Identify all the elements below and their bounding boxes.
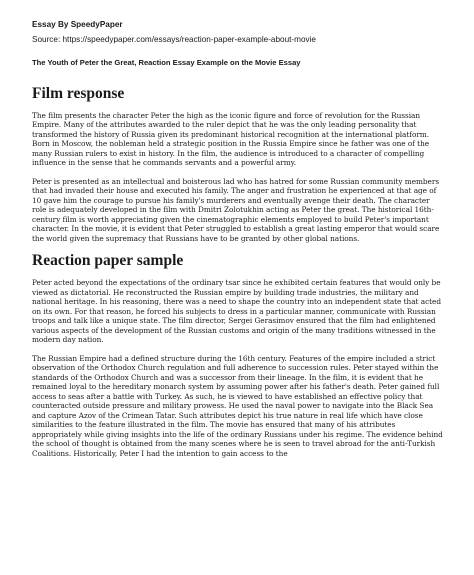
paragraph: The Russian Empire had a defined structure during the 16th century. Features of the empire included a strict observation of the Orthodox Church regulation and full adherence to succession rules. Peter stayed within the standards of the Orthodox Church and was a successor from their lineage. In the film, it is evident that he remained loyal to the hereditary monarch system by assuming power after his father's death. Peter gained full access to seas after a battle with Turkey. As such, he is viewed to have established an effective policy that counteracted outside pressure and military prowess. He used the naval power to navigate into the Black Sea and capture Azov of the Crimean Tatar. Such attributes depict his true nature in real life which have close similarities to the feature illustrated in the film. The movie has ensured that many of his attributes appropriately while giving insights into the life of the ordinary Russians under his regime. The evidence behind the school of thought is obtained from the many scenes where he is seen to travel abroad for the anti-Turkish Coalitions. Historically, Peter I had the intention to gain access to the — [32, 353, 443, 458]
section-heading: Film response — [32, 84, 125, 102]
paragraph: Peter is presented as an intellectual and boisterous lad who has hatred for some Russian community members that had invaded their house and executed his family. The anger and frustration he experienced at that age of 10 gave him the courage to pursue his family's murderers and eventually avenge their death. The character role is adequately developed in the film with Dmitri Zolotukhin acting as Peter the great. The historical 16th-century film is worth appreciating given the cinematographic elements employed to build Peter's important character. In the movie, it is evident that Peter struggled to establish a great lasting emperor that would scare the world given the supremacy that Russians have to be granted by other global nations. — [32, 176, 440, 243]
document-title: The Youth of Peter the Great, Reaction Essay Example on the Movie Essay — [32, 57, 301, 67]
paragraph: Peter acted beyond the expectations of the ordinary tsar since he exhibited certain features that would only be viewed as dictatorial. He reconstructed the Russian empire by building trade industries, the military and national heritage. In his reasoning, there was a need to shape the country into an independent state that acted on its own. For that reason, he forced his subjects to dress in a particular manner, communicate with Russian troops and talk like a unique state. The film director, Sergei Gerasimov ensured that the film had enlightened various aspects of the development of the Russian customs and origin of the many traditions witnessed in the modern day nation. — [32, 278, 441, 345]
section-heading: Reaction paper sample — [32, 252, 184, 270]
section-film-response — [32, 85, 444, 244]
essay-by-label: Essay By SpeedyPaper — [32, 20, 123, 29]
section-reaction-paper-sample — [32, 252, 444, 458]
paragraph: The film presents the character Peter the high as the iconic figure and force of revolution for the Russian Empire. Many of the attributes awarded to the ruler depict that he was the only leading personality that transformed the history of Russia given its predominant historical recognition at the international platform. Born in Moscow, the nobleman held a strategic position in the Russia Empire since he father was one of the many Russian rulers to exist in history. In the film, the audience is introduced to a character of compelling influence in the sense that he commands servants and a powerful army. — [32, 110, 430, 168]
source-line: Source: https://speedypaper.com/essays/reaction-paper-example-about-movie — [32, 34, 316, 44]
